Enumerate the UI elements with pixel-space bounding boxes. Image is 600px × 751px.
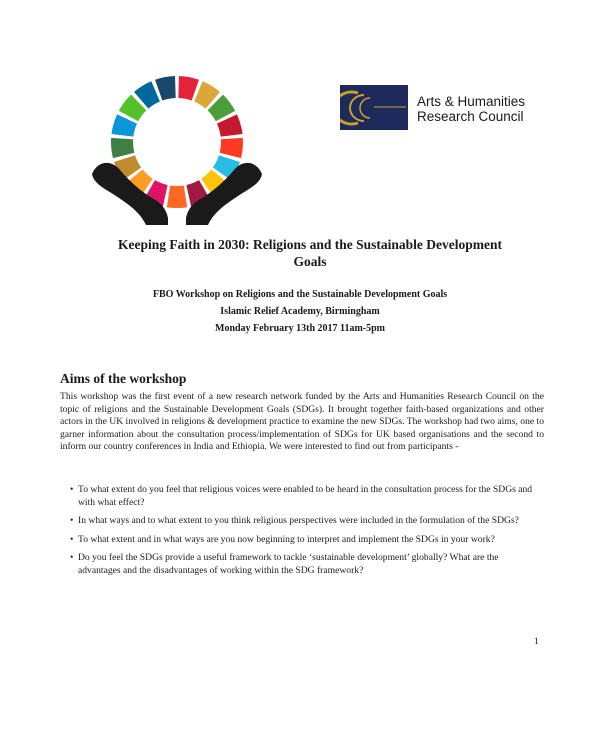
sdg-wheel-segment: [167, 185, 187, 208]
workshop-venue: Islamic Relief Academy, Birmingham: [220, 306, 380, 317]
sdg-wheel-segment: [111, 138, 134, 158]
list-item: • To what extent do you feel that religious voices were enabled to be heard in the consultation process for the SDGs and with what effect?: [70, 484, 540, 509]
sdg-wheel-segment: [155, 76, 176, 100]
ahrc-name-line1: Arts & Humanities: [417, 94, 526, 109]
question-list: [70, 484, 540, 583]
section-heading: Aims of the workshop: [60, 371, 187, 386]
ahrc-emblem-icon: [340, 85, 408, 130]
list-item: • Do you feel the SDGs provide a useful framework to tackle ‘sustainable development’ globally? What are the advantages and the disadvantages of working within the SDG framework?: [70, 552, 540, 577]
list-item: • To what extent and in what ways are you now beginning to interpret and implement the SDGs in your work?: [70, 534, 540, 547]
page-number: 1: [534, 636, 539, 647]
ahrc-logo: [340, 85, 555, 130]
ahrc-name-line2: Research Council: [417, 109, 524, 124]
document-title: [70, 236, 550, 270]
intro-paragraph: [60, 391, 544, 454]
ahrc-name: [417, 94, 525, 124]
sdg-wheel-segment: [178, 76, 199, 100]
sdg-wheel-segment: [220, 138, 243, 158]
sdg-wheel-with-hands-icon: [88, 62, 266, 227]
document-title-line1: Keeping Faith in 2030: Religions and the Sustainable Development: [117, 237, 503, 252]
workshop-name: FBO Workshop on Religions and the Sustainable Development Goals: [152, 289, 448, 300]
workshop-date: Monday February 13th 2017 11am-5pm: [215, 323, 385, 334]
event-details: [60, 286, 540, 337]
list-item: • In what ways and to what extent to you think religious perspectives were included in the formulation of the SDGs?: [70, 515, 540, 528]
intro-text: This workshop was the first event of a new research network funded by the Arts and Humanities Research Council on the topic of religions and the Sustainable Development Goals (SDGs). It brought together faith-based organizations and other actors in the UK involved in religions & development practice to examine the new SDGs. The workshop had two aims, one to garner information about the consultation process/implementation of SDGs for UK based organisations and the second to inform our country conferences in India and Ethiopia. We were interested to find out from participants -: [60, 391, 544, 452]
document-title-line2: Goals: [293, 254, 327, 269]
